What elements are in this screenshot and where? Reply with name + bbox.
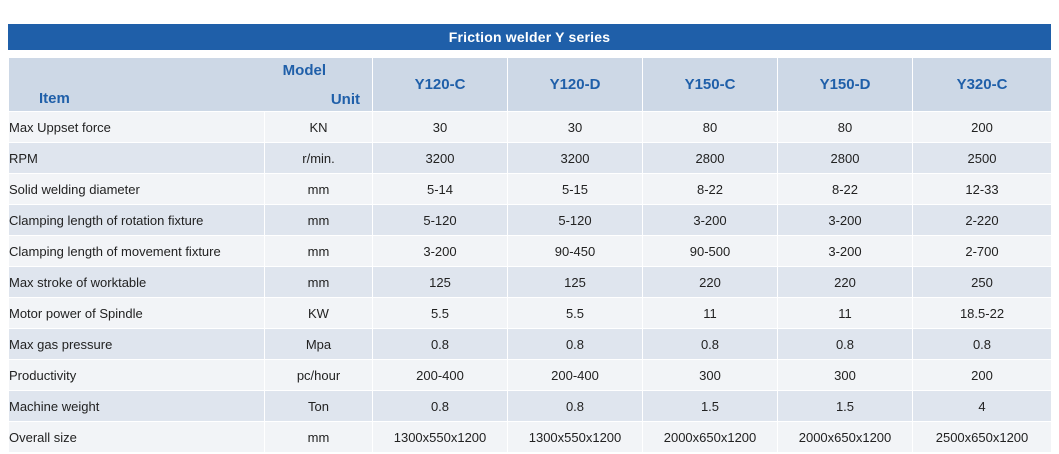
row-value: 200 bbox=[913, 112, 1052, 143]
row-value: 0.8 bbox=[508, 329, 643, 360]
row-value: 8-22 bbox=[778, 174, 913, 205]
row-value: 5-120 bbox=[373, 205, 508, 236]
row-value: 0.8 bbox=[373, 391, 508, 422]
row-item-label: RPM bbox=[9, 143, 265, 174]
table-row bbox=[9, 236, 1052, 267]
row-value: 250 bbox=[913, 267, 1052, 298]
row-unit: Mpa bbox=[265, 329, 373, 360]
row-value: 220 bbox=[778, 267, 913, 298]
table-row bbox=[9, 329, 1052, 360]
row-value: 3-200 bbox=[643, 205, 778, 236]
header-model-y320c: Y320-C bbox=[913, 58, 1052, 112]
row-value: 0.8 bbox=[778, 329, 913, 360]
row-item-label: Machine weight bbox=[9, 391, 265, 422]
header-model-y150d: Y150-D bbox=[778, 58, 913, 112]
row-value: 3-200 bbox=[373, 236, 508, 267]
row-unit: mm bbox=[265, 422, 373, 453]
row-value: 1300x550x1200 bbox=[508, 422, 643, 453]
row-unit: KW bbox=[265, 298, 373, 329]
table-row bbox=[9, 143, 1052, 174]
row-value: 200-400 bbox=[373, 360, 508, 391]
row-value: 0.8 bbox=[373, 329, 508, 360]
header-model-y150c: Y150-C bbox=[643, 58, 778, 112]
row-value: 2-700 bbox=[913, 236, 1052, 267]
row-value: 2800 bbox=[778, 143, 913, 174]
row-item-label: Max stroke of worktable bbox=[9, 267, 265, 298]
row-value: 30 bbox=[373, 112, 508, 143]
row-unit: r/min. bbox=[265, 143, 373, 174]
row-item-label: Clamping length of rotation fixture bbox=[9, 205, 265, 236]
row-value: 11 bbox=[643, 298, 778, 329]
table-row bbox=[9, 174, 1052, 205]
row-unit: mm bbox=[265, 267, 373, 298]
table-row bbox=[9, 298, 1052, 329]
row-value: 125 bbox=[373, 267, 508, 298]
row-value: 11 bbox=[778, 298, 913, 329]
row-value: 220 bbox=[643, 267, 778, 298]
row-unit: mm bbox=[265, 174, 373, 205]
row-item-label: Max Uppset force bbox=[9, 112, 265, 143]
header-model-label: Model bbox=[282, 62, 326, 79]
row-item-label: Motor power of Spindle bbox=[9, 298, 265, 329]
row-value: 1300x550x1200 bbox=[373, 422, 508, 453]
row-value: 2800 bbox=[643, 143, 778, 174]
row-value: 8-22 bbox=[643, 174, 778, 205]
row-value: 3-200 bbox=[778, 205, 913, 236]
row-value: 5-120 bbox=[508, 205, 643, 236]
row-value: 5-15 bbox=[508, 174, 643, 205]
row-value: 2500x650x1200 bbox=[913, 422, 1052, 453]
header-unit-label: Unit bbox=[330, 91, 360, 108]
row-value: 1.5 bbox=[643, 391, 778, 422]
row-value: 1.5 bbox=[778, 391, 913, 422]
header-model-y120c: Y120-C bbox=[373, 58, 508, 112]
table-row bbox=[9, 422, 1052, 453]
row-value: 90-450 bbox=[508, 236, 643, 267]
row-value: 3200 bbox=[508, 143, 643, 174]
row-unit: mm bbox=[265, 236, 373, 267]
row-value: 0.8 bbox=[643, 329, 778, 360]
row-value: 2-220 bbox=[913, 205, 1052, 236]
row-value: 12-33 bbox=[913, 174, 1052, 205]
row-value: 30 bbox=[508, 112, 643, 143]
row-value: 4 bbox=[913, 391, 1052, 422]
table-header-row bbox=[9, 58, 1052, 112]
row-value: 3-200 bbox=[778, 236, 913, 267]
row-value: 80 bbox=[643, 112, 778, 143]
page-title bbox=[8, 24, 1051, 50]
table-row bbox=[9, 267, 1052, 298]
row-value: 5.5 bbox=[508, 298, 643, 329]
table-row bbox=[9, 360, 1052, 391]
page-title-text: Friction welder Y series bbox=[448, 29, 611, 45]
row-value: 300 bbox=[778, 360, 913, 391]
row-value: 200-400 bbox=[508, 360, 643, 391]
table-row bbox=[9, 205, 1052, 236]
table-row bbox=[9, 112, 1052, 143]
row-item-label: Solid welding diameter bbox=[9, 174, 265, 205]
table-row bbox=[9, 391, 1052, 422]
header-corner-cell bbox=[9, 58, 373, 112]
row-item-label: Overall size bbox=[9, 422, 265, 453]
row-value: 5-14 bbox=[373, 174, 508, 205]
row-value: 125 bbox=[508, 267, 643, 298]
row-item-label: Clamping length of movement fixture bbox=[9, 236, 265, 267]
specification-table bbox=[8, 57, 1052, 453]
row-unit: Ton bbox=[265, 391, 373, 422]
row-value: 0.8 bbox=[913, 329, 1052, 360]
row-value: 18.5-22 bbox=[913, 298, 1052, 329]
header-model-y120d: Y120-D bbox=[508, 58, 643, 112]
row-unit: pc/hour bbox=[265, 360, 373, 391]
row-value: 0.8 bbox=[508, 391, 643, 422]
row-item-label: Max gas pressure bbox=[9, 329, 265, 360]
row-value: 2000x650x1200 bbox=[778, 422, 913, 453]
header-item-label: Item bbox=[39, 90, 70, 107]
row-unit: mm bbox=[265, 205, 373, 236]
row-value: 2500 bbox=[913, 143, 1052, 174]
row-unit: KN bbox=[265, 112, 373, 143]
row-value: 200 bbox=[913, 360, 1052, 391]
row-value: 2000x650x1200 bbox=[643, 422, 778, 453]
row-value: 90-500 bbox=[643, 236, 778, 267]
row-value: 80 bbox=[778, 112, 913, 143]
row-value: 5.5 bbox=[373, 298, 508, 329]
row-value: 3200 bbox=[373, 143, 508, 174]
row-item-label: Productivity bbox=[9, 360, 265, 391]
row-value: 300 bbox=[643, 360, 778, 391]
